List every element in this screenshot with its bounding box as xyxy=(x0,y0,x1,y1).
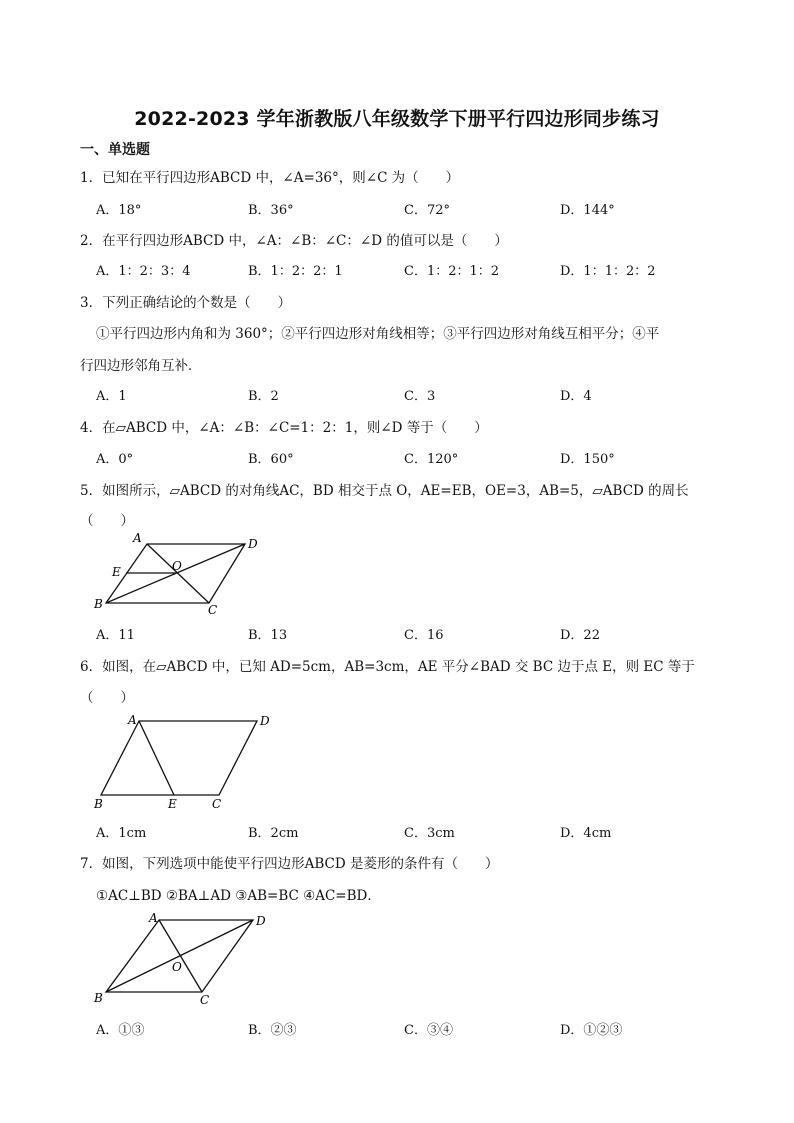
figure-q6-parallelogram xyxy=(88,708,288,812)
question-7-stem: 7．如图，下列选项中能使平行四边形ABCD 是菱形的条件有（ ） xyxy=(80,856,499,872)
q1-option-c[interactable]: C．72° xyxy=(404,203,450,218)
q4-option-d[interactable]: D．150° xyxy=(560,452,615,467)
question-5-bracket: （ ） xyxy=(80,513,134,529)
q4-option-c[interactable]: C．120° xyxy=(404,452,459,467)
section-heading: 一、单选题 xyxy=(80,142,150,158)
q3-option-a[interactable]: A．1 xyxy=(96,389,127,404)
q2-option-a[interactable]: A．1：2：3：4 xyxy=(96,264,191,279)
diagonal-bd xyxy=(106,920,253,992)
question-1-stem: 1．已知在平行四边形ABCD 中，∠A=36°，则∠C 为（ ） xyxy=(80,170,460,186)
q5-option-c[interactable]: C．16 xyxy=(404,628,444,643)
figure-q5-parallelogram xyxy=(90,530,280,620)
label-b: B xyxy=(94,797,103,811)
label-b: B xyxy=(94,597,103,611)
label-d: D xyxy=(256,914,266,928)
q1-option-b[interactable]: B．36° xyxy=(248,203,294,218)
question-3-statements-cont: 行四边形邻角互补． xyxy=(80,358,202,374)
q3-option-d[interactable]: D．4 xyxy=(560,389,592,404)
question-4-stem: 4．在▱ABCD 中，∠A：∠B：∠C=1：2：1，则∠D 等于（ ） xyxy=(80,420,488,436)
q2-option-d[interactable]: D．1：1：2：2 xyxy=(560,264,656,279)
q6-option-d[interactable]: D．4cm xyxy=(560,826,612,841)
q4-option-a[interactable]: A．0° xyxy=(96,452,134,467)
figure-q7-parallelogram xyxy=(88,906,278,1010)
label-e: E xyxy=(112,565,121,579)
label-o: O xyxy=(172,960,182,974)
label-a: A xyxy=(149,911,158,925)
question-5-stem: 5．如图所示，▱ABCD 的对角线AC，BD 相交于点 O，AE=EB，OE=3，AB=5，▱ABCD 的周长 xyxy=(80,483,689,499)
label-c: C xyxy=(212,797,222,811)
q5-option-d[interactable]: D．22 xyxy=(560,628,600,643)
label-c: C xyxy=(200,993,210,1007)
label-a: A xyxy=(128,713,137,727)
question-2-stem: 2．在平行四边形ABCD 中，∠A：∠B：∠C：∠D 的值可以是（ ） xyxy=(80,233,508,249)
question-6-stem: 6．如图，在▱ABCD 中，已知 AD=5cm，AB=3cm，AE 平分∠BAD 交 BC 边于点 E，则 EC 等于 xyxy=(80,659,695,675)
question-7-conditions: ①AC⊥BD ②BA⊥AD ③AB=BC ④AC=BD． xyxy=(96,888,381,904)
q3-option-c[interactable]: C．3 xyxy=(404,389,436,404)
label-o: O xyxy=(172,559,182,573)
q1-option-d[interactable]: D．144° xyxy=(560,203,615,218)
label-a: A xyxy=(133,531,142,545)
q2-option-c[interactable]: C．1：2：1：2 xyxy=(404,264,500,279)
segment-ae xyxy=(139,721,174,795)
label-c: C xyxy=(208,603,218,617)
q5-option-a[interactable]: A．11 xyxy=(96,628,135,643)
q2-option-b[interactable]: B．1：2：2：1 xyxy=(248,264,343,279)
question-3-stem: 3．下列正确结论的个数是（ ） xyxy=(80,295,292,311)
question-6-bracket: （ ） xyxy=(80,690,134,706)
q7-option-a[interactable]: A．①③ xyxy=(96,1023,145,1038)
parallelogram-abcd-shape xyxy=(101,721,257,795)
q6-option-b[interactable]: B．2cm xyxy=(248,826,299,841)
q4-option-b[interactable]: B．60° xyxy=(248,452,294,467)
q1-option-a[interactable]: A．18° xyxy=(96,203,142,218)
label-d: D xyxy=(260,714,270,728)
label-b: B xyxy=(94,991,103,1005)
q3-option-b[interactable]: B．2 xyxy=(248,389,279,404)
q7-option-d[interactable]: D．①②③ xyxy=(560,1023,623,1038)
page-title: 2022-2023 学年浙教版八年级数学下册平行四边形同步练习 xyxy=(134,108,660,130)
q7-option-b[interactable]: B．②③ xyxy=(248,1023,297,1038)
label-e: E xyxy=(168,797,177,811)
question-3-statements: ①平行四边形内角和为 360°；②平行四边形对角线相等；③平行四边形对角线互相平分；④平 xyxy=(96,326,660,342)
q6-option-a[interactable]: A．1cm xyxy=(96,826,147,841)
q5-option-b[interactable]: B．13 xyxy=(248,628,288,643)
label-d: D xyxy=(248,537,258,551)
q7-option-c[interactable]: C．③④ xyxy=(404,1023,453,1038)
q6-option-c[interactable]: C．3cm xyxy=(404,826,455,841)
